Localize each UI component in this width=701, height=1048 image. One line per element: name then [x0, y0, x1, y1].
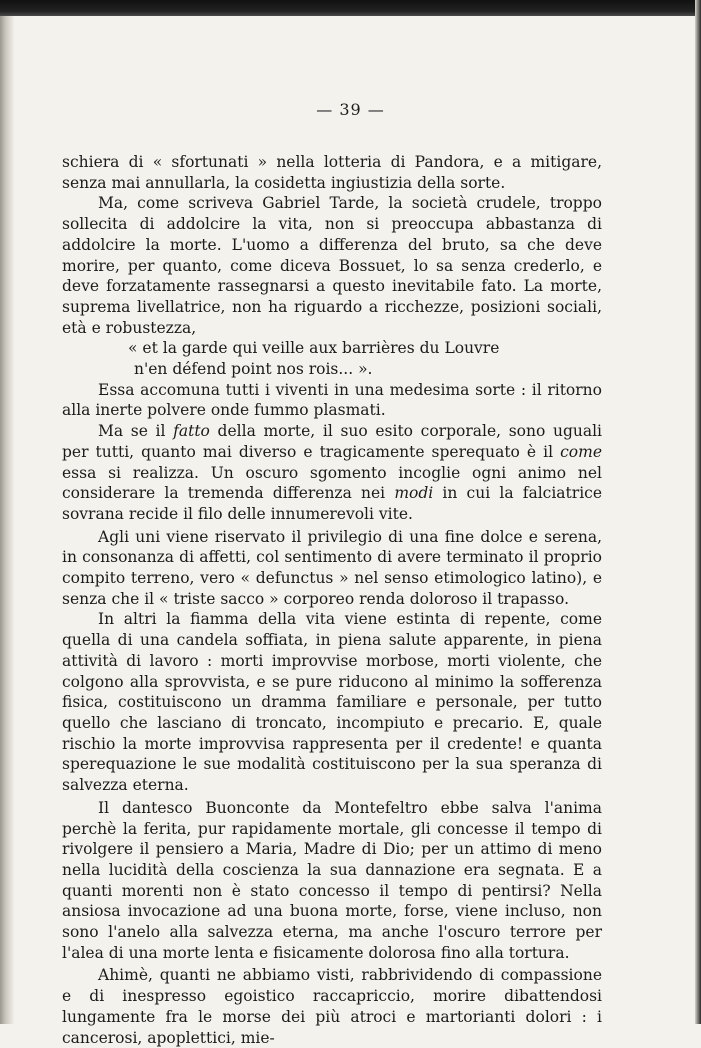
paragraph-text: Ma se il: [98, 422, 174, 441]
italic-emphasis: fatto: [173, 422, 210, 441]
paragraph-text: in cui la falciatrice sovrana recide il filo delle innumerevoli vite.: [62, 484, 603, 523]
scan-top-border: [0, 0, 701, 16]
verse-line: n'en défend point nos rois... ».: [134, 360, 373, 379]
paragraph: Ahimè, quanti ne abbiamo visti, rabbrividendo di compassione e di inespresso egoistico raccapriccio, morire dibattendosi lungamente fra le morse dei più atroci e martorianti dolori : i cancerosi, apoplettici, mie-: [62, 966, 602, 1047]
paragraph: schiera di « sfortunati » nella lotteria di Pandora, e a mitigare, senza mai annullarla, la cosidetta ingiustizia della sorte.: [62, 153, 602, 192]
paragraph: Agli uni viene riservato il privilegio di una fine dolce e serena, in consonanza di affetti, col sentimento di avere terminato il proprio compito terreno, vero « defunctus » nel senso etimologico latino), e senza che il « triste sacco » corporeo renda doloroso il trapasso.: [62, 527, 602, 608]
paragraph: Ma, come scriveva Gabriel Tarde, la società crudele, troppo sollecita di addolcire la vita, non si preoccupa abbastanza di addolcire la morte. L'uomo a differenza del bruto, sa che deve morire, per quanto, come diceva Bossuet, lo sa senza crederlo, e deve forzatamente rassegnarsi a questo inevitabile fato. La morte, suprema livellatrice, non ha riguardo a ricchezze, posizioni sociali, età e robustezza,: [62, 194, 602, 337]
page-number: — 39 —: [316, 100, 385, 119]
paragraph: [62, 421, 602, 525]
paragraph: Il dantesco Buonconte da Montefeltro ebbe salva l'anima perchè la ferita, pur rapidamente mortale, gli concesse il tempo di rivolgere il pensiero a Maria, Madre di Dio; per un attimo di meno nella lucidità della coscienza la sua dannazione era segnata. E a quanti morenti non è stato concesso il tempo di pentirsi? Nella ansiosa invocazione ad una buona morte, forse, viene incluso, non sono l'anelo alla salvezza eterna, ma anche l'oscuro terrore per l'alea di una morte lenta e fisicamente dolorosa fino alla tortura.: [62, 798, 602, 962]
scan-left-binding-edge: [0, 16, 14, 1024]
paragraph-text: essa si realizza. Un oscuro sgomento incoglie ogni animo nel considerare la tremenda differenza nei: [62, 463, 602, 503]
paragraph-text: della morte, il suo esito corporale, sono uguali per tutti, quanto mai diverso e tragicamente sperequato è il: [62, 422, 603, 461]
paragraph: Essa accomuna tutti i viventi in una medesima sorte : il ritorno alla inerte polvere onde fummo plasmati.: [62, 380, 602, 420]
italic-emphasis: modi: [394, 484, 434, 503]
body-text: [62, 152, 602, 1048]
italic-emphasis: come: [560, 442, 602, 461]
scan-right-edge: [695, 0, 701, 1024]
paragraph: In altri la fiamma della vita viene estinta di repente, come quella di una candela soffiata, in piena salute apparente, in piena attività di lavoro : morti improvvise morbose, morti violente, che colgono alla sprovvista, e se pure riducono al minimo la sofferenza fisica, costituiscono un dramma familiare e personale, per tutto quello che lasciano di troncato, incompiuto e precario. E, quale rischio la morte improvvisa rappresenta per il credente! e quanta sperequazione le sue modalità costituiscono per la sua speranza di salvezza eterna.: [62, 610, 602, 795]
verse-line: « et la garde qui veille aux barrières du Louvre: [128, 339, 500, 358]
